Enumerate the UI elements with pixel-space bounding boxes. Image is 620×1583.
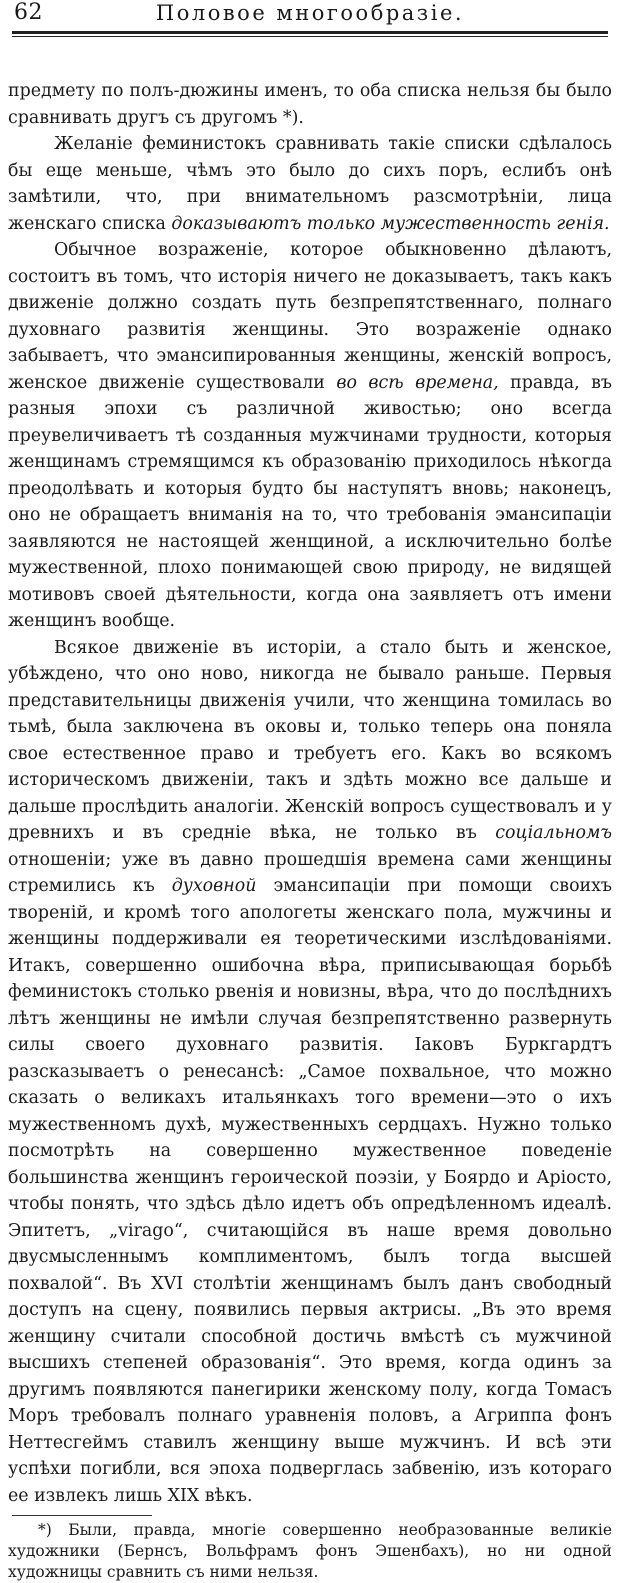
text-run: Всякое движеніе въ исторіи, а стало быть и женское, убѣждено, что оно ново, никогда не бывало раньше. Первыя представительницы движенія учили, что женщина томилась во тьмѣ, была заключена въ оковы и, только теперь она поняла свое естественное право и требуетъ его. Какъ во всякомъ историческомъ движеніи, такъ и здѣть можно все дальше и дальше прослѣдить аналогіи. Женскій вопросъ существовалъ и у древнихъ и въ средніе вѣка, не только въ [8, 637, 612, 843]
page-number: 62 [14, 0, 43, 25]
italic-text: духовной [171, 876, 257, 896]
text-run: отношеніи; уже въ давно прошедшія времена сами женщины стремились къ [8, 849, 612, 896]
text-run: Обычное возраженіе, которое обыкновенно дѣлаютъ, состоитъ въ томъ, что исторія ничего не доказываетъ, такъ какъ движеніе должно создать путь безпрепятственнаго, полнаго духовнаго развитія женщины. Это возраженіе однако забываетъ, что эмансипированныя женщины, женскій вопросъ, женское движеніе существовали [8, 240, 612, 393]
text-run: правда, въ разныя эпохи съ различной живостью; оно всегда преувеличиваетъ тѣ созданныя мужчинами трудности, которыя женщинамъ стремящимся къ образованію приходилось нѣкогда преодолѣвать и которыя будто бы наступятъ вновь; наконецъ, оно не обращаетъ вниманія на то, что требованія эмансипаціи заявляются не настоящей женщиной, а исключительно болѣе мужественной, плохо понимающей свою природу, не видящей мотивовъ своей дѣятельности, когда она заявляетъ отъ имени женщинъ вообще. [8, 372, 612, 631]
italic-text: доказываютъ только мужественность генія. [171, 213, 610, 234]
paragraph [8, 131, 612, 237]
paragraph [8, 237, 612, 635]
text-run: Желаніе феминистокъ сравнивать такіе списки сдѣлалось бы еще меньше, чѣмъ это было до сихъ поръ, еслибъ онѣ замѣтили, что, при внимательномъ разсмотрѣніи, лица женскаго списка [8, 134, 612, 234]
running-title: Половое многообразіе. [155, 1, 465, 25]
text-run: эмансипаціи при помощи своихъ твореній, и кромѣ того апологеты женскаго пола, мужчины и женщины поддерживали ея теоретическими изслѣдованіями. Итакъ, совершенно ошибочна вѣра, приписывающая борьбѣ феминистокъ столько рвенія и новизны, вѣра, что до послѣднихъ лѣтъ женщины не имѣли случая безпрепятственно развернуть силы своего духовнаго развитія. Іаковъ Буркгардтъ разсказываетъ о ренесансѣ: „Самое похвальное, что можно сказать о великахъ итальянкахъ того времени—это о ихъ мужественномъ духѣ, мужественныхъ сердцахъ. Нужно только посмотрѣть на совершенно мужественное поведеніе большинства женщинъ героической поэзіи, у Боярдо и Аріосто, чтобы понять, что здѣсь дѣло идетъ объ опредѣленномъ идеалѣ. Эпитетъ, „virago“, считающійся въ наше время довольно двусмысленнымъ комплиментомъ, былъ тогда высшей похвалой“. Въ XVI столѣтіи женщинамъ былъ данъ свободный доступъ на сцену, появились первыя актрисы. „Въ это время женщину считали способной достичь вмѣстѣ съ мужчиной высшихъ степеней образованія“. Это время, когда одинъ за другимъ появляются панегирики женскому полу, когда Томасъ Моръ требовалъ полнаго уравненія половъ, а Агриппа фонъ Неттесгеймъ ставилъ женщину выше мужчинъ. И всѣ эти успѣхи погибли, вся эпоха подверглась забвенію, изъ котораго ее извлекъ лишь XIX вѣкъ. [8, 876, 612, 1506]
header-rule-thin [12, 36, 608, 37]
paragraph [8, 78, 612, 131]
text-run: предмету по полъ-дюжины именъ, то оба списка нельзя бы было сравнивать другъ съ другомъ *). [8, 81, 612, 128]
italic-text: во всѣ времена, [336, 372, 499, 393]
paragraph [8, 635, 612, 1510]
italic-text: соціальномъ [495, 823, 612, 843]
footnote: *) Были, правда, многіе совершенно необразованные великіе художники (Бернсъ, Вольфрамъ фонъ Эшенбахъ), но ни одной художницы сравнить съ ними нельзя. [8, 1521, 612, 1581]
body-text [8, 78, 612, 1509]
header-rule-thick [12, 31, 608, 34]
footnote-rule [12, 1515, 152, 1516]
page-header [8, 0, 612, 38]
